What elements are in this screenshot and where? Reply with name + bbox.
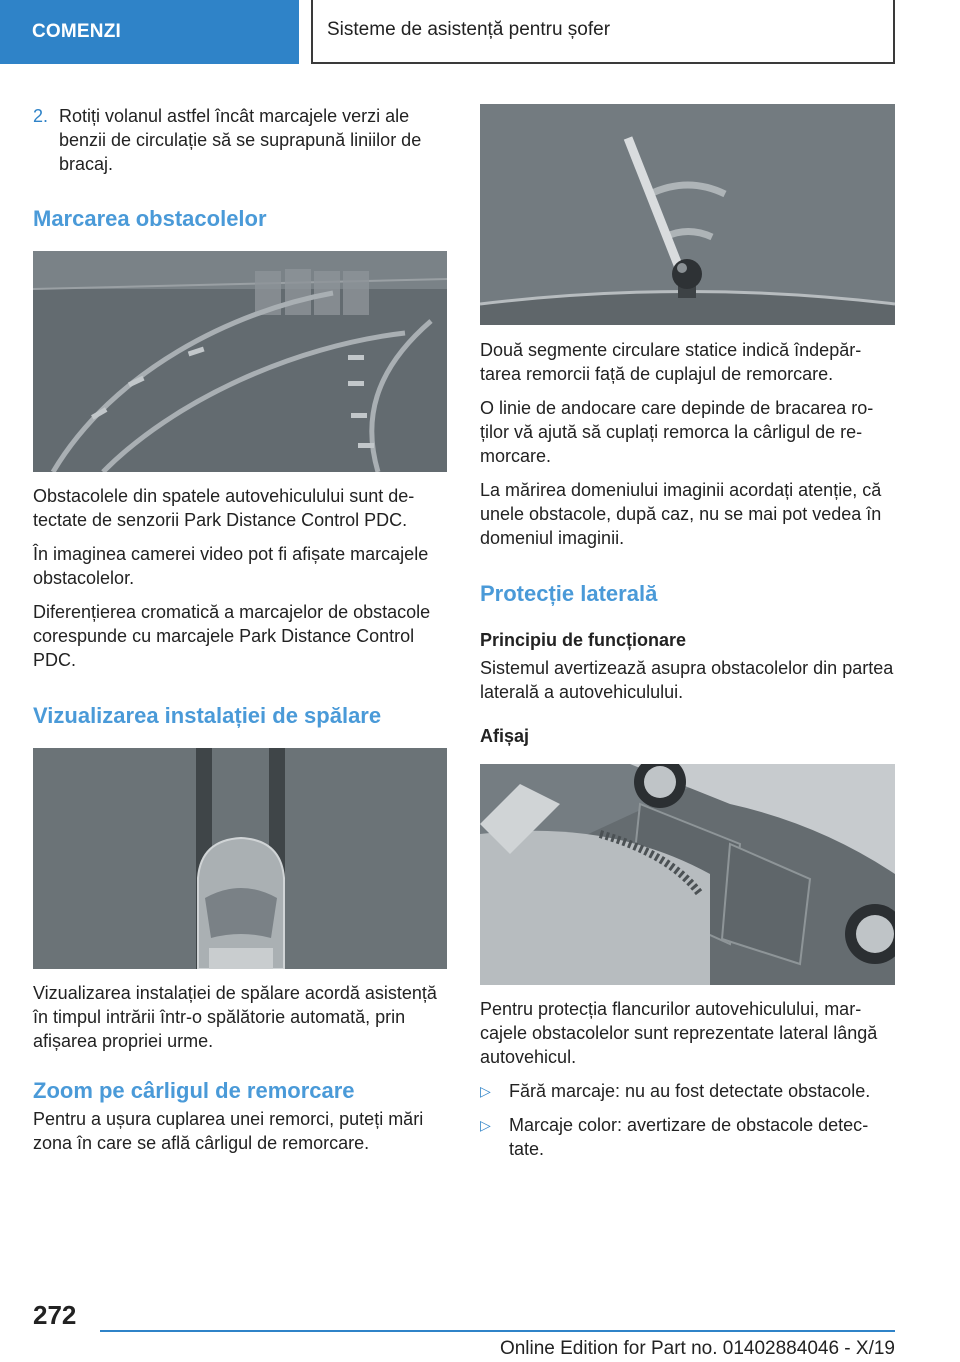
paragraph-principle: Sistemul avertizează asupra obstacolelor din partea laterală a autovehiculului. (480, 658, 894, 702)
paragraph-obstacle-2: În imaginea camerei video pot fi afișate marcajele obstacolelor. (33, 544, 429, 588)
paragraph-car-wash: Vizualizarea instalației de spălare acordă asistență în timpul intrării într-o spălătorie automată, prin afișarea propriei urme. (33, 983, 437, 1051)
page-number: 272 (33, 1300, 77, 1330)
paragraph-hitch-1: Două segmente circulare statice indică îndepărtarea remorcii față de cuplajul de remorcare. (480, 340, 862, 384)
paragraph-obstacle-1: Obstacolele din spatele autovehiculului sunt detectate de senzorii Park Distance Control PDC. (33, 486, 415, 530)
paragraph-hitch-zoom: Pentru a ușura cuplarea unei remorci, puteți mări zona în care se află cârligul de remorcare. (33, 1109, 424, 1153)
subheading-principle: Principiu de funcționare (480, 630, 687, 650)
bullet-triangle-icon: ▷ (480, 1083, 491, 1099)
paragraph-hitch-2: O linie de andocare care depinde de bracarea roților vă ajută să cuplați remorca la cârligul de remorcare. (480, 398, 874, 466)
bullet-triangle-icon: ▷ (480, 1117, 491, 1133)
subheading-display: Afișaj (480, 726, 530, 746)
edition-note: Online Edition for Part no. 01402884046 - X/19 (499, 1338, 895, 1359)
side-protection-figure (480, 764, 895, 985)
obstacle-marking-figure (33, 251, 447, 472)
chapter-title: Sisteme de asistență pentru șofer (311, 0, 895, 64)
bullet-no-markings (480, 1079, 895, 1103)
heading-side-protection: Protecție laterală (480, 581, 658, 606)
trailer-hitch-figure (480, 104, 895, 325)
heading-obstacle-marking: Marcarea obstacolelor (33, 206, 267, 231)
left-column (33, 104, 447, 1155)
paragraph-hitch-3: La mărirea domeniului imaginii acordați atenție, că unele obstacole, după caz, nu se mai pot vedea în domeniul imaginii. (480, 480, 882, 548)
heading-car-wash-view: Vizualizarea instalației de spălare (33, 703, 382, 728)
footer-divider (100, 1330, 895, 1332)
bullet-text: Marcaje color: avertizare de obstacole detectate. (509, 1115, 869, 1159)
bullet-color-markings (480, 1113, 895, 1161)
heading-hitch-zoom: Zoom pe cârligul de remorcare (33, 1078, 355, 1103)
step-text: Rotiți volanul astfel încât marcajele verzi ale benzii de circulație să se suprapună liniilor de bracaj. (59, 106, 422, 174)
bullet-text: Fără marcaje: nu au fost detectate obstacole. (509, 1081, 871, 1101)
car-wash-view-figure (33, 748, 447, 969)
step-number: 2. (33, 106, 49, 126)
right-column (480, 104, 895, 1161)
section-tab: COMENZI (0, 0, 299, 64)
paragraph-obstacle-3: Diferențierea cromatică a marcajelor de obstacole corespunde cu marcajele Park Distance Control PDC. (33, 602, 431, 670)
step-2 (33, 104, 447, 176)
paragraph-display: Pentru protecția flancurilor autovehiculului, marcajele obstacolelor sunt reprezentate lateral lângă autovehicul. (480, 999, 878, 1067)
